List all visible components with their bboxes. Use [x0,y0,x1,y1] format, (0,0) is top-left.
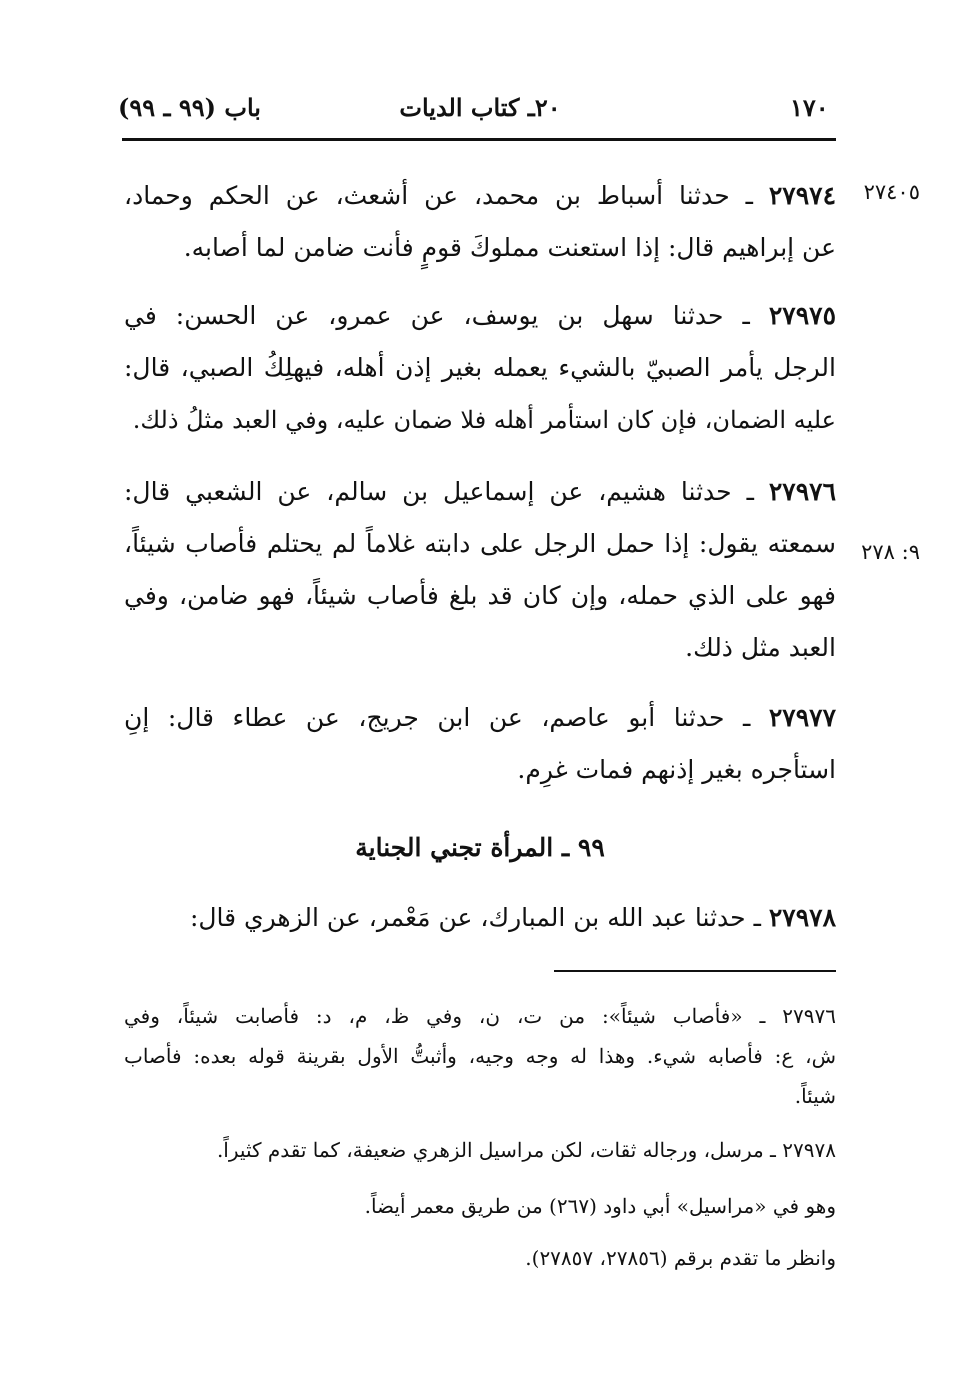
hadith-line: ٢٧٩٧٨ ـ حدثنا عبد الله بن المبارك، عن مَعْمر، عن الزهري قال: [189,903,836,932]
margin-reference: ٢٧٤٠٥ [863,180,920,204]
footnote-line: ٢٧٩٧٨ ـ مرسل، ورجاله ثقات، لكن مراسيل الزهري ضعيفة، كما تقدم كثيراً. [216,1138,836,1162]
hadith-line: ٢٧٩٧٥ ـ حدثنا سهل بن يوسف، عن عمرو، عن الحسن: في [124,301,836,330]
margin-reference: ٩: ٢٧٨ [861,540,920,564]
hadith-number: ٢٧٩٧٤ [768,181,836,210]
chapter-heading: ٩٩ ـ المرأة تجني الجناية [355,833,605,862]
footnote-line: ش، ع: فأصابه شيء. وهذا له وجه وجيه، وأثبتُّ الأول بقرينة قوله بعده: فأصاب [124,1044,836,1068]
hadith-line: عليه الضمان، فإن كان استأمر أهله فلا ضمان عليه، وفي العبد مثلُ ذلك. [132,406,836,434]
footnote-line: وهو في «مراسيل» أبي داود (٢٦٧) من طريق معمر أيضاً. [364,1194,836,1218]
footnote-line: وانظر ما تقدم برقم (٢٧٨٥٦، ٢٧٨٥٧). [525,1246,836,1270]
footnote-line: شيئاً. [794,1084,836,1108]
hadith-number: ٢٧٩٧٥ [768,301,836,330]
hadith-number: ٢٧٩٧٨ [768,903,836,932]
hadith-line: فهو على الذي حمله، وإن كان قد بلغ فأصاب شيئاً، فهو ضامن، وفي [124,581,836,610]
hadith-line: الرجل يأمر الصبيّ بالشيء يعمله بغير إذن أهله، فيهلِكُ الصبي، قال: [124,353,837,382]
hadith-line: ٢٧٩٧٧ ـ حدثنا أبو عاصم، عن ابن جريج، عن عطاء قال: إنِ [124,703,837,732]
page-number: ١٧٠ [790,93,829,122]
hadith-line: ٢٧٩٧٤ ـ حدثنا أسباط بن محمد، عن أشعث، عن الحكم وحماد، [124,181,836,210]
hadith-number: ٢٧٩٧٦ [768,477,836,506]
book-title: ٢٠ـ كتاب الديات [399,93,561,122]
hadith-line: استأجره بغير إذنهم فمات غرِم. [517,755,836,784]
footnote-line: ٢٧٩٧٦ ـ «فأصاب شيئاً»: من ت، ن، وفي ظ، م، د: فأصابت شيئاً، وفي [124,1004,836,1028]
hadith-line: عن إبراهيم قال: إذا استعنت مملوكَ قومٍ فأنت ضامن لما أصابه. [183,233,836,262]
hadith-line: سمعته يقول: إذا حمل الرجل على دابته غلاماً لم يحتلم فأصاب شيئاً، [124,529,836,558]
chapter-range: باب (٩٩ ـ ٩٩) [118,93,261,122]
footnote-rule [554,970,836,972]
hadith-number: ٢٧٩٧٧ [768,703,837,732]
hadith-line: العبد مثل ذلك. [685,633,836,662]
hadith-line: ٢٧٩٧٦ ـ حدثنا هشيم، عن إسماعيل بن سالم، عن الشعبي قال: [124,477,836,506]
header-rule [122,138,836,141]
